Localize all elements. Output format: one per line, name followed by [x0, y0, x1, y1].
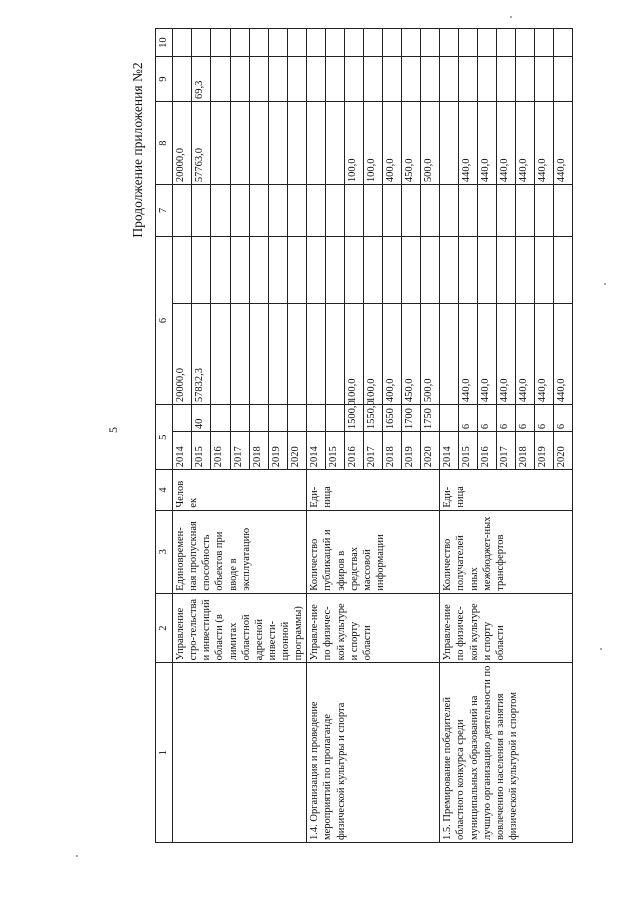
col6-value: 440,0 [554, 304, 573, 405]
year-cell: 2017 [497, 432, 516, 470]
col7-value [307, 185, 326, 237]
col9-value [249, 57, 268, 102]
year-cell: 2016 [478, 432, 497, 470]
year-cell: 2014 [307, 432, 326, 470]
caption-wrap [128, 0, 148, 260]
table-row [173, 29, 192, 843]
col6-extra-value [478, 236, 497, 303]
col7-value [230, 185, 249, 237]
col10-value [192, 29, 211, 57]
col8-value [211, 102, 230, 185]
col6-value: 440,0 [459, 304, 478, 405]
col10-value [383, 29, 402, 57]
col8-value: 440,0 [478, 102, 497, 185]
col6-value [230, 304, 249, 405]
col8-value [268, 102, 287, 185]
col7-value [288, 185, 307, 237]
col6-value [440, 304, 459, 405]
col6-extra-value [516, 236, 535, 303]
col6-value: 440,0 [478, 304, 497, 405]
year-cell: 2018 [249, 432, 268, 470]
col9-value [326, 57, 345, 102]
col7-value [478, 185, 497, 237]
col5-value [268, 405, 287, 432]
appendix-table [155, 28, 573, 843]
col-number-7: 7 [156, 185, 173, 237]
col5-value [173, 405, 192, 432]
col5-value: 6 [478, 405, 497, 432]
col7-value [516, 185, 535, 237]
col9-value [230, 57, 249, 102]
col8-value [440, 102, 459, 185]
col8-value: 440,0 [535, 102, 554, 185]
col8-value: 450,0 [402, 102, 421, 185]
year-cell: 2016 [345, 432, 364, 470]
col6-value: 20000,0 [173, 304, 192, 405]
col8-value: 100,0 [345, 102, 364, 185]
col8-value: 440,0 [516, 102, 535, 185]
col-number-10: 10 [156, 29, 173, 57]
col10-value [307, 29, 326, 57]
col6-extra-value [192, 236, 211, 303]
col6-value [288, 304, 307, 405]
year-cell: 2020 [288, 432, 307, 470]
col5-value: 1700 [402, 405, 421, 432]
col6-extra-value [535, 236, 554, 303]
col7-value [497, 185, 516, 237]
col9-value [383, 57, 402, 102]
col8-value: 57763,0 [192, 102, 211, 185]
col-number-8: 8 [156, 102, 173, 185]
col6-value [268, 304, 287, 405]
col10-value [345, 29, 364, 57]
col10-value [497, 29, 516, 57]
col7-value [326, 185, 345, 237]
col9-value [478, 57, 497, 102]
col6-extra-value [402, 236, 421, 303]
col9-value [421, 57, 440, 102]
col6-value: 400,0 [383, 304, 402, 405]
col6-value [249, 304, 268, 405]
col5-value [307, 405, 326, 432]
scan-speck [604, 283, 606, 285]
scan-speck [510, 16, 512, 18]
col5-value: 6 [497, 405, 516, 432]
scan-speck [76, 855, 78, 857]
col7-value [402, 185, 421, 237]
col10-value [211, 29, 230, 57]
col5-value: 1550,0 [364, 405, 383, 432]
col6-extra-value [326, 236, 345, 303]
col10-value [459, 29, 478, 57]
year-cell: 2019 [535, 432, 554, 470]
col9-value [173, 57, 192, 102]
table-row [307, 29, 326, 843]
col10-value [268, 29, 287, 57]
row-3-indicator: Количество получателей иных межбюджет-ных трансфертов [440, 510, 573, 593]
col6-extra-value [554, 236, 573, 303]
col8-value: 440,0 [497, 102, 516, 185]
col8-value [326, 102, 345, 185]
col8-value: 440,0 [554, 102, 573, 185]
table-header [156, 29, 173, 843]
col10-value [326, 29, 345, 57]
col7-value [211, 185, 230, 237]
col5-value: 6 [459, 405, 478, 432]
col10-value [421, 29, 440, 57]
col8-value: 20000,0 [173, 102, 192, 185]
col9-value [364, 57, 383, 102]
col8-value: 440,0 [459, 102, 478, 185]
row-3-executor: Управле-ние по физичес-кой культуре и спорту области [440, 593, 573, 663]
col5-value: 1500,0 [345, 405, 364, 432]
col10-value [173, 29, 192, 57]
col9-value [211, 57, 230, 102]
year-cell: 2017 [230, 432, 249, 470]
col7-value [173, 185, 192, 237]
year-cell: 2018 [383, 432, 402, 470]
row-1-executor: Управление стро-тельства и инвестиций области (в лимитах областной адресной инвести-ционной программы) [173, 593, 307, 663]
col5-value [326, 405, 345, 432]
col6-extra-value [421, 236, 440, 303]
col7-value [535, 185, 554, 237]
col7-value [345, 185, 364, 237]
col9-value [268, 57, 287, 102]
col-number-5: 5 [156, 405, 173, 470]
page-number: 5 [106, 427, 120, 433]
year-cell: 2016 [211, 432, 230, 470]
col10-value [288, 29, 307, 57]
column-number-row [156, 29, 173, 843]
row-1-activity [173, 663, 307, 843]
year-cell: 2019 [402, 432, 421, 470]
col5-value: 40 [192, 405, 211, 432]
year-cell: 2020 [554, 432, 573, 470]
col6-value: 440,0 [516, 304, 535, 405]
col5-value: 1650 [383, 405, 402, 432]
col6-extra-value [173, 236, 192, 303]
col9-value [345, 57, 364, 102]
col8-value [307, 102, 326, 185]
col5-value [211, 405, 230, 432]
col6-extra-value [345, 236, 364, 303]
row-2-indicator: Количество публикаций и эфиров в средствах массовой информации [307, 510, 440, 593]
col6-extra-value [249, 236, 268, 303]
year-cell: 2015 [326, 432, 345, 470]
col-number-4: 4 [156, 470, 173, 510]
col10-value [440, 29, 459, 57]
col10-value [535, 29, 554, 57]
col9-value [440, 57, 459, 102]
col5-value: 1750 [421, 405, 440, 432]
col9-value [516, 57, 535, 102]
year-cell: 2019 [268, 432, 287, 470]
col6-value: 100,0 [364, 304, 383, 405]
scan-speck [600, 648, 602, 650]
col5-value: 6 [516, 405, 535, 432]
col6-value: 500,0 [421, 304, 440, 405]
col7-value [364, 185, 383, 237]
col7-value [249, 185, 268, 237]
rotated-table-container [155, 28, 639, 843]
col9-value [288, 57, 307, 102]
col6-value [211, 304, 230, 405]
table-box [155, 28, 639, 843]
col7-value [268, 185, 287, 237]
col8-value: 400,0 [383, 102, 402, 185]
row-2-activity: 1.4. Организация и проведение мероприятий по пропаганде физической культуры и спорта [307, 663, 440, 843]
col6-value: 57832,3 [192, 304, 211, 405]
col9-value [402, 57, 421, 102]
table-body [173, 29, 573, 843]
row-3-unit: Еди-ница [440, 470, 573, 510]
col7-value [440, 185, 459, 237]
col9-value [554, 57, 573, 102]
col-number-9: 9 [156, 57, 173, 102]
col6-extra-value [497, 236, 516, 303]
col6-extra-value [459, 236, 478, 303]
col9-value [307, 57, 326, 102]
year-cell: 2018 [516, 432, 535, 470]
col9-value: 69,3 [192, 57, 211, 102]
col5-value [440, 405, 459, 432]
col9-value [535, 57, 554, 102]
row-2-executor: Управле-ние по физичес-кой культуре и спорту области [307, 593, 440, 663]
col6-value: 450,0 [402, 304, 421, 405]
year-cell: 2014 [440, 432, 459, 470]
col6-extra-value [307, 236, 326, 303]
col6-extra-value [268, 236, 287, 303]
col8-value [288, 102, 307, 185]
col10-value [364, 29, 383, 57]
col5-value [230, 405, 249, 432]
col10-value [249, 29, 268, 57]
row-1-indicator: Единовремен-ная пропускная способность объектов при вводе в эксплуатацию [173, 510, 307, 593]
col5-value [249, 405, 268, 432]
col5-value: 6 [554, 405, 573, 432]
row-1-unit: Челов ек [173, 470, 307, 510]
col-number-1: 1 [156, 663, 173, 843]
col8-value [230, 102, 249, 185]
col5-value: 6 [535, 405, 554, 432]
col7-value [421, 185, 440, 237]
year-cell: 2017 [364, 432, 383, 470]
col6-value: 440,0 [497, 304, 516, 405]
col10-value [516, 29, 535, 57]
col7-value [554, 185, 573, 237]
col6-extra-value [383, 236, 402, 303]
col8-value: 100,0 [364, 102, 383, 185]
col8-value [249, 102, 268, 185]
row-3-activity: 1.5. Премирование победителей областного конкурса среди муниципальных образований на лучшую организацию деятельности по вовлечению населения в занятия физической культурой и спортом [440, 663, 573, 843]
col6-extra-value [211, 236, 230, 303]
year-cell: 2015 [192, 432, 211, 470]
table-row [440, 29, 459, 843]
col9-value [497, 57, 516, 102]
year-cell: 2020 [421, 432, 440, 470]
col6-extra-value [440, 236, 459, 303]
col7-value [192, 185, 211, 237]
col10-value [230, 29, 249, 57]
col10-value [478, 29, 497, 57]
col6-value [326, 304, 345, 405]
col7-value [459, 185, 478, 237]
year-cell: 2015 [459, 432, 478, 470]
col10-value [402, 29, 421, 57]
col-number-6: 6 [156, 236, 173, 404]
col6-extra-value [364, 236, 383, 303]
col-number-3: 3 [156, 510, 173, 593]
col6-value: 440,0 [535, 304, 554, 405]
col5-value [288, 405, 307, 432]
row-2-unit: Еди-ница [307, 470, 440, 510]
col6-value [307, 304, 326, 405]
col6-extra-value [230, 236, 249, 303]
year-cell: 2014 [173, 432, 192, 470]
col6-extra-value [288, 236, 307, 303]
col6-value: 100,0 [345, 304, 364, 405]
col-number-2: 2 [156, 593, 173, 663]
col10-value [554, 29, 573, 57]
col7-value [383, 185, 402, 237]
col8-value: 500,0 [421, 102, 440, 185]
appendix-caption: Продолжение приложения №2 [130, 62, 145, 238]
col9-value [459, 57, 478, 102]
